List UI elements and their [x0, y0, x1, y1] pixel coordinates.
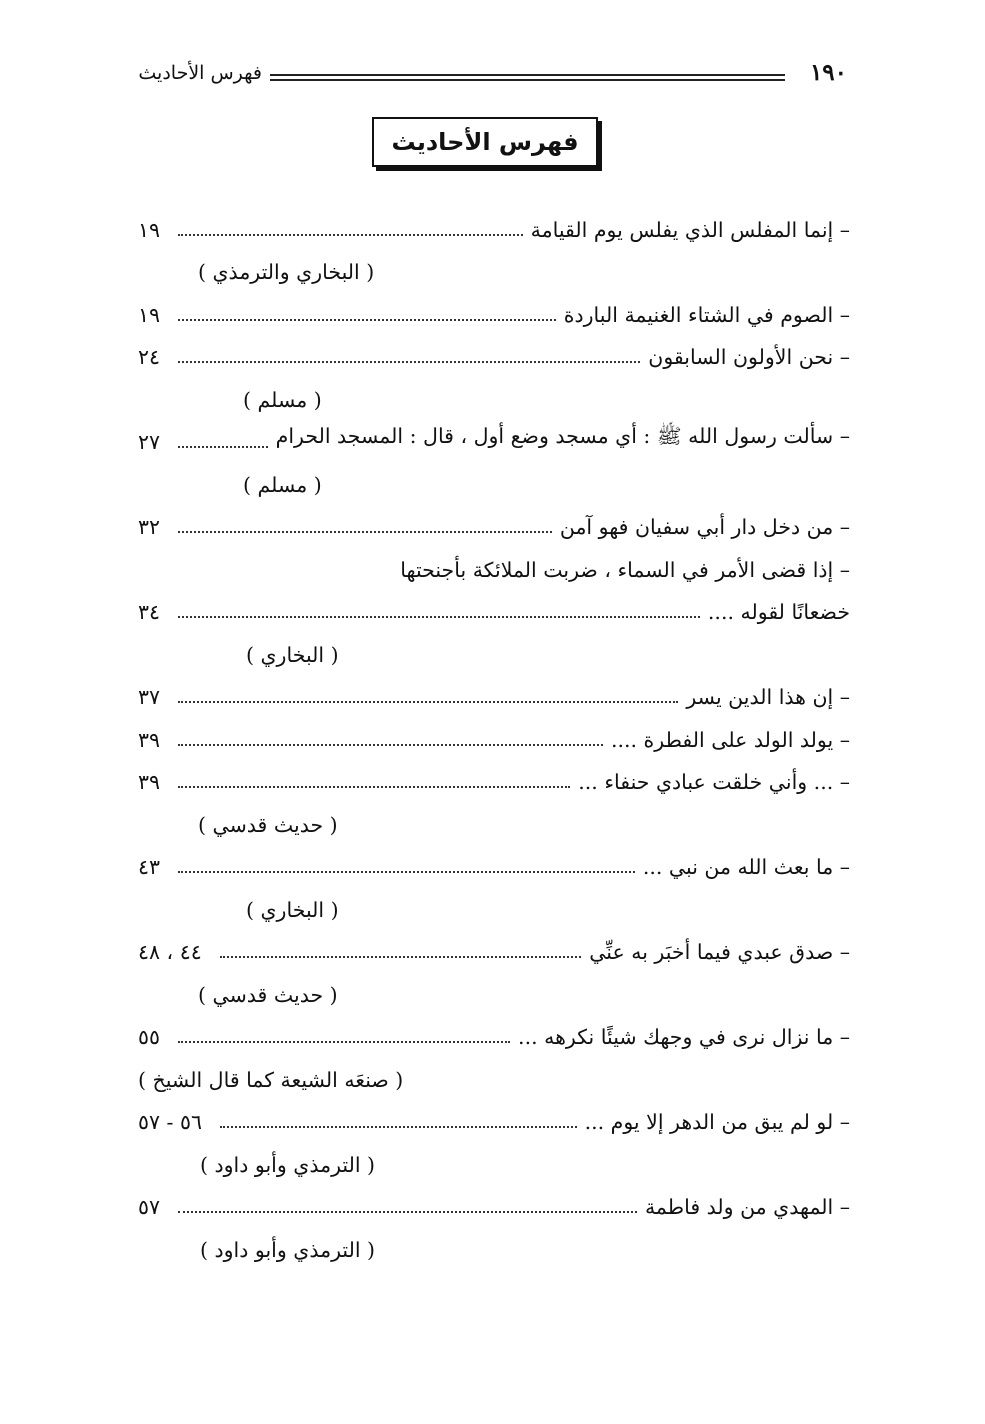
page-reference: ٢٤ — [138, 345, 161, 369]
page-reference: ٣٧ — [138, 685, 161, 709]
source-line — [138, 885, 850, 928]
index-entry — [138, 333, 850, 376]
page-reference: ١٩ — [138, 217, 161, 242]
index-entry — [138, 205, 850, 248]
source-line — [138, 460, 850, 503]
hadith-source: ( مسلم ) — [243, 387, 322, 412]
hadith-source: ( البخاري ) — [246, 897, 339, 922]
source-line — [138, 248, 850, 291]
hadith-text: – يولد الولد على الفطرة .... — [610, 727, 850, 752]
hadith-text: – ما بعث الله من نبي ... — [642, 855, 850, 879]
dot-leader — [178, 786, 570, 788]
dot-leader — [178, 616, 700, 618]
hadith-text: – المهدي من ولد فاطمة — [644, 1195, 850, 1219]
source-line — [138, 970, 850, 1013]
index-entry — [138, 545, 850, 588]
page-reference: ٣٩ — [138, 727, 161, 752]
hadith-source: ( البخاري والترمذي ) — [198, 260, 375, 284]
hadith-text: – إن هذا الدين يسر — [686, 685, 850, 709]
dot-leader — [178, 234, 523, 236]
hadith-text: – إنما المفلس الذي يفلس يوم القيامة — [530, 217, 850, 242]
header-double-rule — [270, 74, 785, 81]
running-title: فهرس الأحاديث — [138, 62, 262, 84]
index-title-box — [372, 117, 598, 167]
page-reference: ١٩ — [138, 302, 161, 327]
index-entry — [138, 1183, 850, 1226]
source-line — [138, 375, 850, 418]
hadith-source: ( الترمذي وأبو داود ) — [200, 1237, 376, 1262]
page-reference: ٥٧ — [138, 1195, 161, 1219]
hadith-text: – ما نزال نرى في وجهك شيئًا نكرهه ... — [518, 1025, 850, 1049]
page-reference: ٥٥ — [138, 1025, 161, 1049]
hadith-text: – سألت رسول الله ﷺ : أي مسجد وضع أول ، قال : المسجد الحرام — [275, 424, 850, 448]
hadith-text: – لو لم يبق من الدهر إلا يوم ... — [584, 1110, 850, 1134]
index-entry — [138, 1098, 850, 1141]
dot-leader — [220, 1126, 577, 1128]
dot-leader — [220, 956, 581, 958]
page-reference: ٥٦ - ٥٧ — [138, 1110, 203, 1134]
index-entry — [138, 418, 850, 461]
index-entry — [138, 1013, 850, 1056]
page-reference: ٣٢ — [138, 515, 161, 539]
source-line — [138, 1055, 850, 1098]
page-reference: ٣٤ — [138, 600, 161, 624]
page-reference: ٣٩ — [138, 770, 161, 794]
hadith-source: ( البخاري ) — [246, 642, 339, 667]
hadith-text: – صدق عبدي فيما أخبَر به عنِّي — [589, 940, 850, 964]
dot-leader — [178, 701, 678, 703]
page-reference: ٢٧ — [138, 430, 161, 454]
source-line — [138, 800, 850, 843]
source-line — [138, 630, 850, 673]
dot-leader — [178, 744, 603, 746]
dot-leader — [178, 1041, 510, 1043]
hadith-text: – من دخل دار أبي سفيان فهو آمن — [559, 515, 850, 539]
dot-leader — [178, 361, 640, 363]
index-entry — [138, 715, 850, 758]
page-number: ١٩٠ — [809, 59, 847, 86]
hadith-index-list — [138, 205, 850, 1268]
page-reference: ٤٤ ، ٤٨ — [138, 940, 202, 964]
dot-leader — [178, 319, 556, 321]
index-entry — [138, 673, 850, 716]
running-header — [135, 59, 847, 96]
source-line — [138, 1140, 850, 1183]
hadith-source: ( الترمذي وأبو داود ) — [200, 1152, 376, 1177]
hadith-text: – إذا قضى الأمر في السماء ، ضربت الملائكة بأجنحتها — [400, 557, 850, 582]
source-line — [138, 1225, 850, 1268]
dot-leader — [178, 531, 552, 533]
dot-leader — [178, 446, 268, 448]
index-entry — [138, 928, 850, 971]
hadith-text: – الصوم في الشتاء الغنيمة الباردة — [563, 302, 850, 327]
page-reference: ٤٣ — [138, 855, 161, 879]
hadith-text: – ... وأني خلقت عبادي حنفاء ... — [578, 770, 850, 794]
index-title: فهرس الأحاديث — [391, 128, 579, 156]
dot-leader — [178, 871, 635, 873]
dot-leader — [178, 1211, 637, 1213]
hadith-source: ( مسلم ) — [243, 472, 322, 497]
hadith-text: – نحن الأولون السابقون — [648, 345, 850, 369]
hadith-source: ( صنعَه الشيعة كما قال الشيخ ) — [138, 1067, 404, 1092]
index-entry — [138, 758, 850, 801]
index-entry — [138, 843, 850, 886]
index-entry — [138, 503, 850, 546]
hadith-source: ( حديث قدسي ) — [198, 812, 338, 837]
index-entry — [138, 588, 850, 631]
hadith-text: خضعانًا لقوله .... — [707, 600, 850, 624]
index-entry — [138, 290, 850, 333]
hadith-source: ( حديث قدسي ) — [198, 982, 338, 1007]
